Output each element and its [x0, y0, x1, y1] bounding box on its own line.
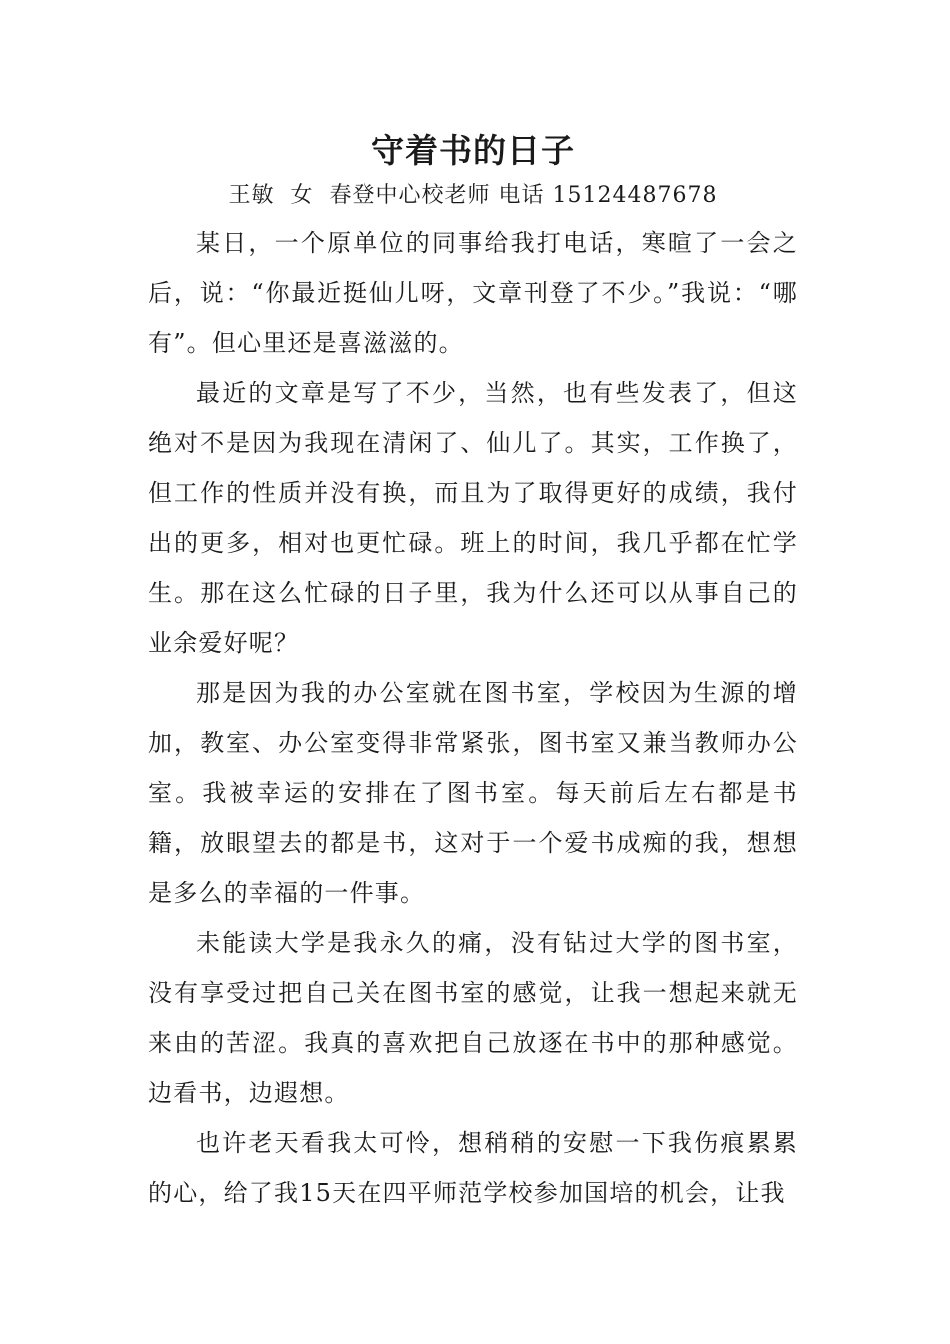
- paragraph: 未能读大学是我永久的痛，没有钻过大学的图书室，没有享受过把自己关在图书室的感觉，让我一想起来就无来由的苦涩。我真的喜欢把自己放逐在书中的那种感觉。边看书，边遐想。: [148, 929, 798, 1107]
- document-page: [148, 128, 798, 1218]
- article-body: [148, 218, 798, 1218]
- paragraph: 某日，一个原单位的同事给我打电话，寒暄了一会之后，说：“你最近挺仙儿呀，文章刊登了不少。”我说：“哪有”。但心里还是喜滋滋的。: [148, 229, 798, 357]
- document-title: 守着书的日子: [371, 131, 575, 170]
- author-byline: 王敏 女 春登中心校老师 电话 15124487678: [228, 183, 718, 208]
- paragraph: 也许老天看我太可怜，想稍稍的安慰一下我伤痕累累的心，给了我15天在四平师范学校参加国培的机会，让我: [148, 1129, 798, 1207]
- paragraph: 那是因为我的办公室就在图书室，学校因为生源的增加，教室、办公室变得非常紧张，图书室又兼当教师办公室。我被幸运的安排在了图书室。每天前后左右都是书籍，放眼望去的都是书，这对于一个爱书成痴的我，想想是多么的幸福的一件事。: [148, 679, 798, 907]
- paragraph: 最近的文章是写了不少，当然，也有些发表了，但这绝对不是因为我现在清闲了、仙儿了。其实，工作换了，但工作的性质并没有换，而且为了取得更好的成绩，我付出的更多，相对也更忙碌。班上的时间，我几乎都在忙学生。那在这么忙碌的日子里，我为什么还可以从事自己的业余爱好呢？: [148, 379, 798, 657]
